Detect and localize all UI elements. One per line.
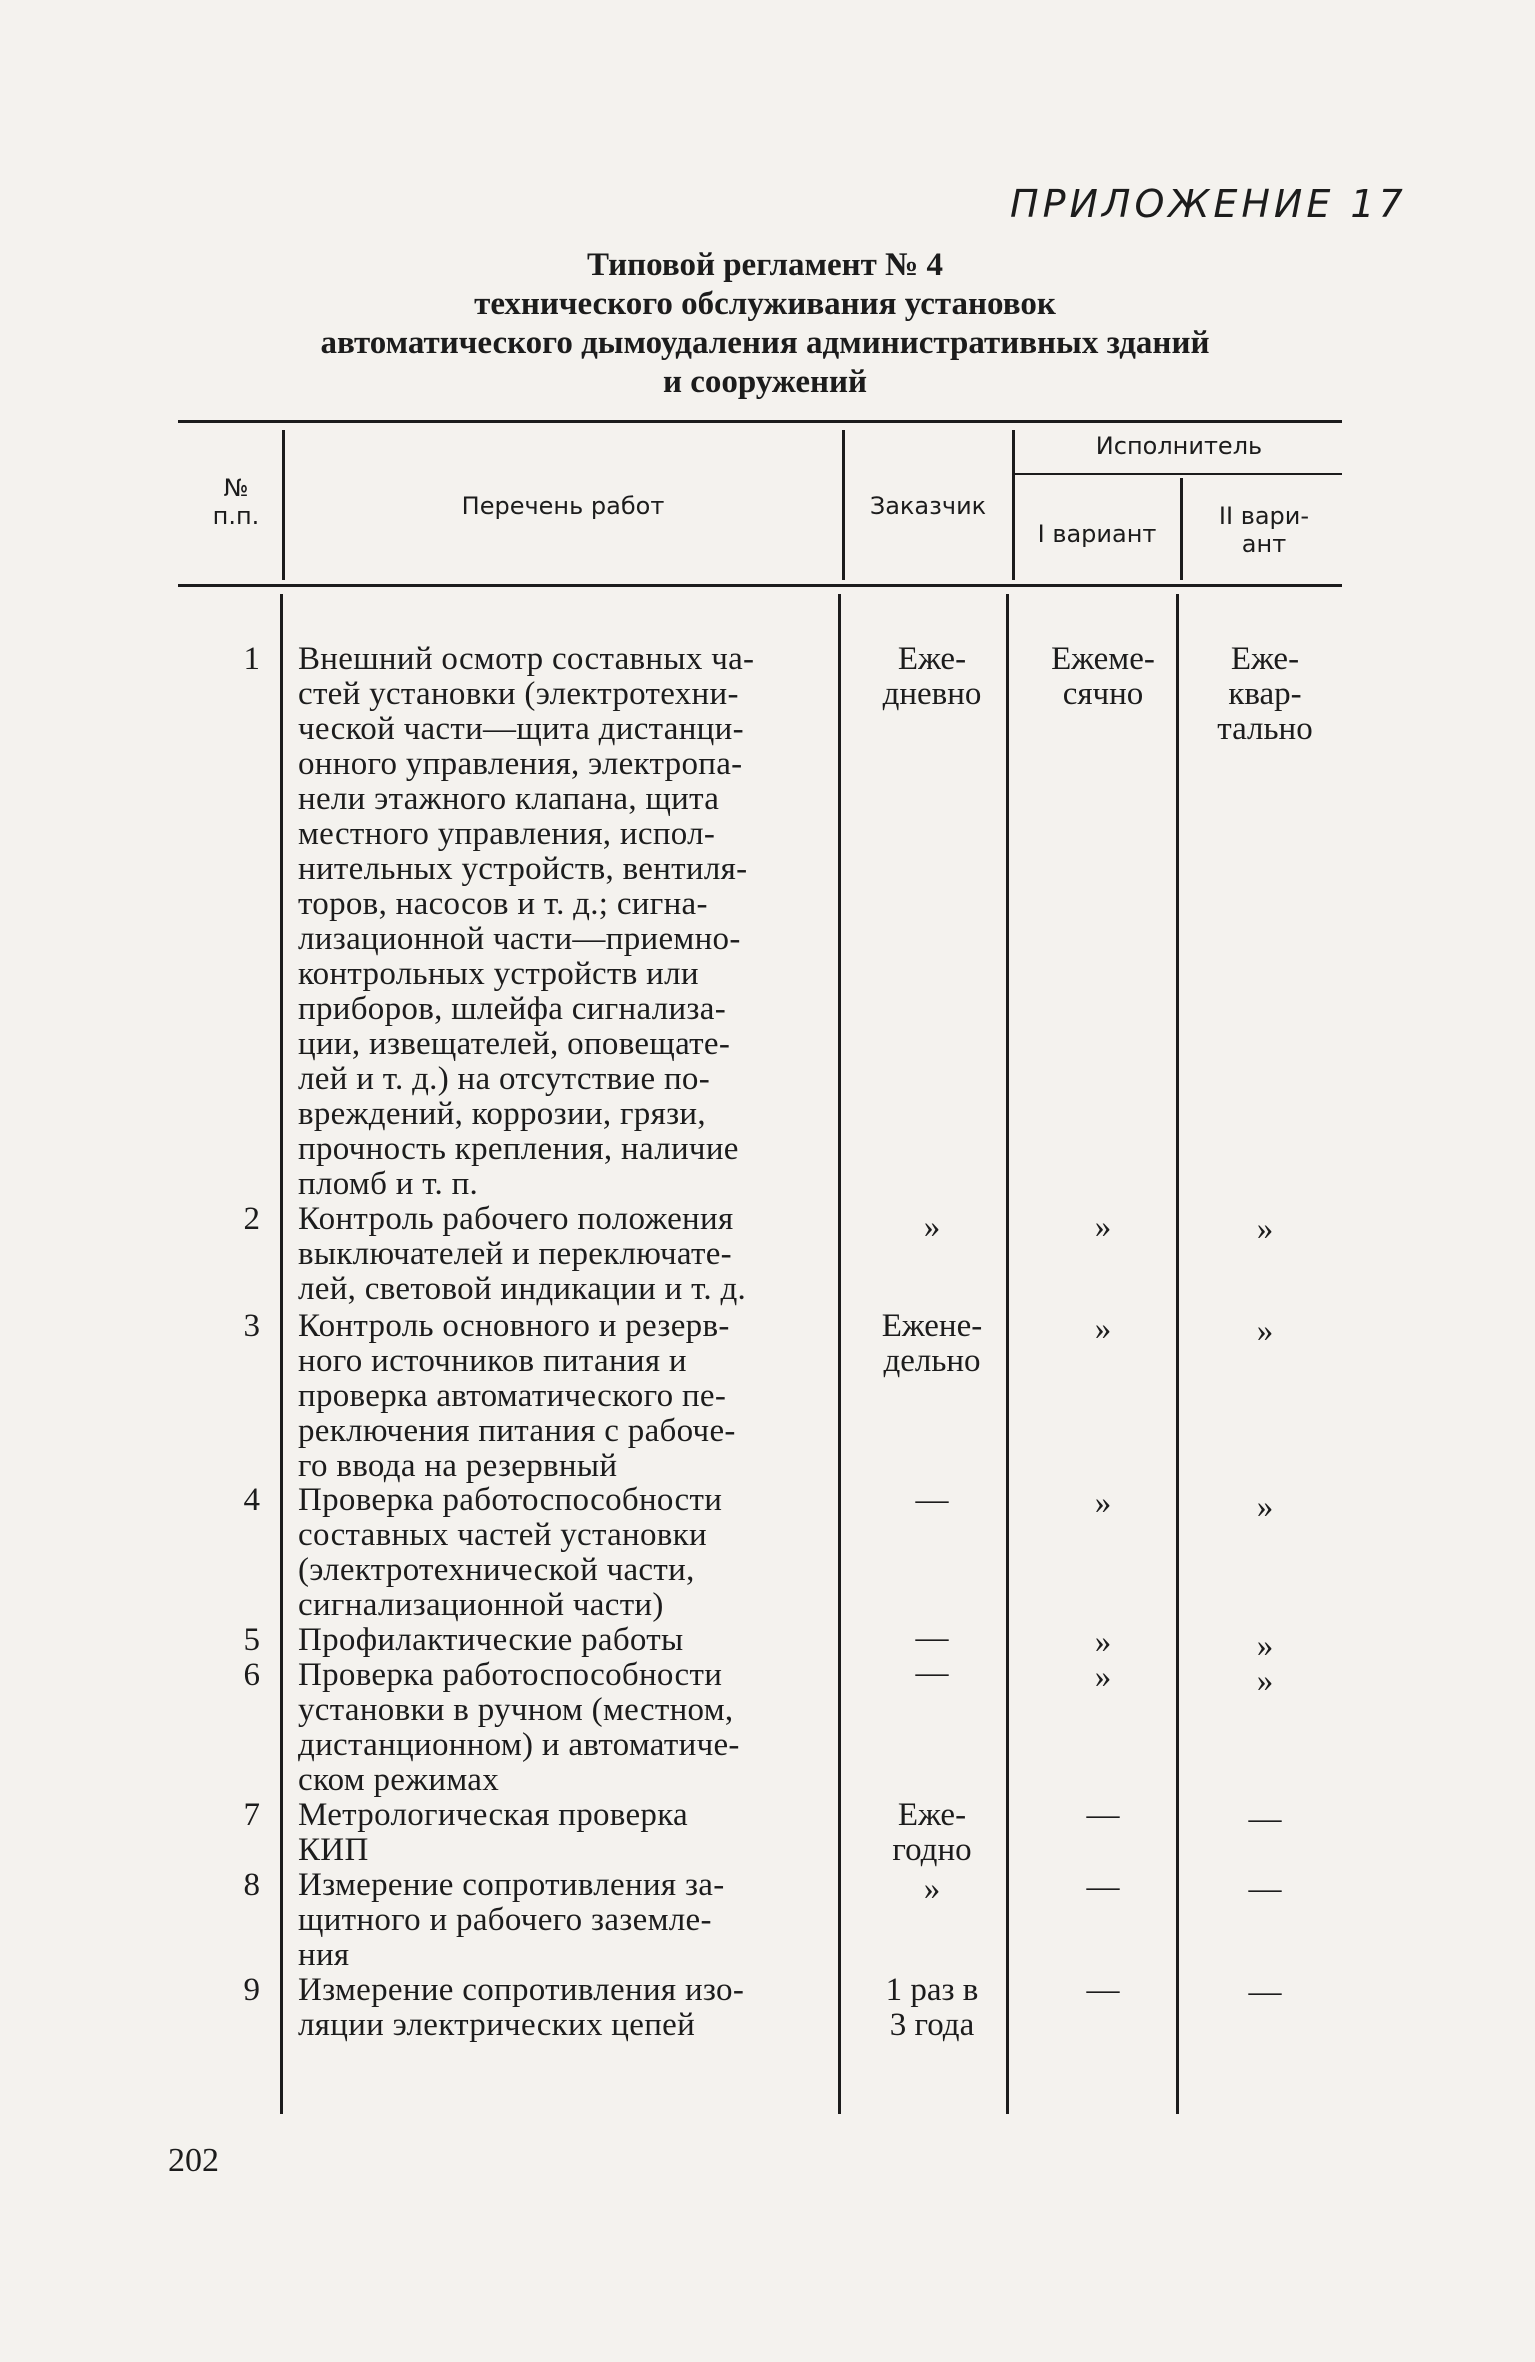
title-line: и сооружений <box>662 364 868 400</box>
row-description: Внешний осмотр составных ча- стей установки (электротехни- ческой части—щита дистанци- онного управления, электропа- нели этажного клапана, щита местного управления, испол- нительных устройств, вентиля- торов, насосов и т. д.; сигна- лизационной части—приемно- контрольных устройств или приборов, шлейфа сигнализа- ции, извещателей, оповещате- лей и т. д.) на отсутствие по- вреждений, коррозии, грязи, прочность крепления, наличие пломб и т. п. <box>298 641 755 1202</box>
row-variant-1: — <box>1086 1797 1120 1833</box>
row-variant-2: » <box>1256 1663 1274 1699</box>
row-number: 8 <box>243 1867 260 1903</box>
row-customer: Еже- дневно <box>882 641 982 712</box>
row-customer: — <box>915 1482 949 1518</box>
row-variant-2: Еже- квар- тально <box>1217 641 1313 747</box>
row-description: Метрологическая проверка КИП <box>298 1797 689 1868</box>
row-number: 9 <box>243 1972 260 2008</box>
column-divider <box>1012 430 1015 580</box>
executor-divider-rule <box>1014 473 1342 475</box>
header-num: № п.п. <box>212 474 260 530</box>
row-customer: 1 раз в 3 года <box>885 1972 979 2043</box>
column-divider <box>838 594 841 2114</box>
row-customer: — <box>915 1655 949 1691</box>
row-description: Измерение сопротивления изо- ляции электрических цепей <box>298 1972 745 2043</box>
row-variant-2: — <box>1248 1801 1282 1837</box>
header-variant-1: I вариант <box>1037 520 1157 548</box>
row-description: Проверка работоспособности установки в ручном (местном, дистанционном) и автоматиче- ском режимах <box>298 1657 740 1798</box>
row-variant-1: Ежеме- сячно <box>1051 641 1155 712</box>
row-variant-2: — <box>1248 1974 1282 2010</box>
title-line: автоматического дымоудаления административных зданий <box>320 325 1210 361</box>
row-customer: Еже- годно <box>892 1797 972 1868</box>
row-variant-1: » <box>1094 1624 1112 1660</box>
header-works: Перечень работ <box>461 492 665 520</box>
row-description: Измерение сопротивления за- щитного и рабочего заземле- ния <box>298 1867 725 1973</box>
row-description: Контроль основного и резерв- ного источников питания и проверка автоматического пе- реключения питания с рабоче- го ввода на резервный <box>298 1308 736 1484</box>
row-variant-1: » <box>1094 1659 1112 1695</box>
row-description: Контроль рабочего положения выключателей и переключате- лей, световой индикации и т. д. <box>298 1201 747 1307</box>
row-variant-2: — <box>1248 1871 1282 1907</box>
header-customer: Заказчик <box>869 492 987 520</box>
row-customer: » <box>923 1209 941 1245</box>
page-number: 202 <box>168 2142 219 2179</box>
row-number: 7 <box>243 1797 260 1833</box>
row-number: 2 <box>243 1201 260 1237</box>
row-customer: Ежене- дельно <box>881 1308 983 1379</box>
document-title <box>250 246 1280 402</box>
row-variant-2: » <box>1256 1489 1274 1525</box>
header-executor: Исполнитель <box>1095 432 1263 460</box>
row-number: 4 <box>243 1482 260 1518</box>
row-variant-2: » <box>1256 1628 1274 1664</box>
table-top-rule <box>178 420 1342 423</box>
column-divider <box>280 594 283 2114</box>
row-variant-1: — <box>1086 1869 1120 1905</box>
header-bottom-rule <box>178 584 1342 587</box>
row-description: Профилактические работы <box>298 1622 684 1658</box>
appendix-label: ПРИЛОЖЕНИЕ 17 <box>1010 182 1407 226</box>
row-number: 6 <box>243 1657 260 1693</box>
row-variant-1: » <box>1094 1485 1112 1521</box>
header-variant-2: II вари- ант <box>1218 502 1310 558</box>
title-line: Типовой регламент № 4 <box>586 247 944 283</box>
row-variant-2: » <box>1256 1313 1274 1349</box>
row-customer: — <box>915 1620 949 1656</box>
row-customer: » <box>923 1871 941 1907</box>
row-number: 5 <box>243 1622 260 1658</box>
row-number: 3 <box>243 1308 260 1344</box>
row-variant-2: » <box>1256 1211 1274 1247</box>
row-variant-1: » <box>1094 1209 1112 1245</box>
row-variant-1: — <box>1086 1972 1120 2008</box>
title-line: технического обслуживания установок <box>474 286 1056 322</box>
row-description: Проверка работоспособности составных частей установки (электротехнической части, сигнализационной части) <box>298 1482 723 1623</box>
row-variant-1: » <box>1094 1311 1112 1347</box>
column-divider <box>282 430 285 580</box>
column-divider <box>1180 478 1183 580</box>
column-divider <box>842 430 845 580</box>
row-number: 1 <box>243 641 260 677</box>
